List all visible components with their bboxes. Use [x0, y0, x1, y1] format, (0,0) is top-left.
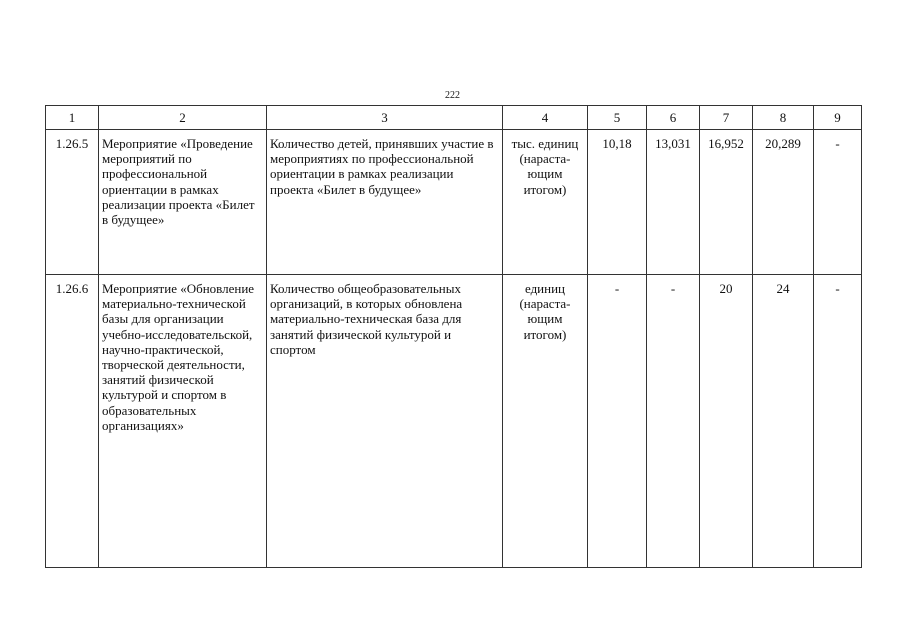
value-cell-col5: - [588, 275, 647, 568]
column-header: 4 [503, 106, 588, 130]
row-number-cell: 1.26.5 [46, 130, 99, 275]
table-row [46, 130, 862, 275]
column-header: 1 [46, 106, 99, 130]
header-row [46, 106, 862, 130]
value-cell-col6: 13,031 [647, 130, 700, 275]
indicator-cell: Количество общеобразовательных организаций, в которых обновлена материально-техническая база для занятий физической культурой и спортом [267, 275, 503, 568]
column-header: 3 [267, 106, 503, 130]
table-row [46, 275, 862, 568]
column-header: 5 [588, 106, 647, 130]
value-cell-col8: 20,289 [753, 130, 814, 275]
event-cell: Мероприятие «Проведение мероприятий по профессиональной ориентации в рамках реализации проекта «Билет в будущее» [99, 130, 267, 275]
indicator-cell: Количество детей, принявших участие в мероприятиях по профессиональной ориентации в рамках реализации проекта «Билет в будущее» [267, 130, 503, 275]
row-number-cell: 1.26.6 [46, 275, 99, 568]
unit-cell: тыс. единиц (нараста-ющим итогом) [503, 130, 588, 275]
column-header: 8 [753, 106, 814, 130]
column-header: 2 [99, 106, 267, 130]
unit-cell: единиц (нараста-ющим итогом) [503, 275, 588, 568]
event-cell: Мероприятие «Обновление материально-технической базы для организации учебно-исследовательской, научно-практической, творческой деятельности, занятий физической культурой и спортом в образовательных организациях» [99, 275, 267, 568]
column-header: 9 [814, 106, 862, 130]
indicators-table [45, 105, 862, 568]
value-cell-col9: - [814, 130, 862, 275]
value-cell-col5: 10,18 [588, 130, 647, 275]
value-cell-col7: 16,952 [700, 130, 753, 275]
value-cell-col9: - [814, 275, 862, 568]
column-header: 6 [647, 106, 700, 130]
column-header: 7 [700, 106, 753, 130]
value-cell-col6: - [647, 275, 700, 568]
value-cell-col8: 24 [753, 275, 814, 568]
value-cell-col7: 20 [700, 275, 753, 568]
page-number: 222 [445, 90, 460, 101]
